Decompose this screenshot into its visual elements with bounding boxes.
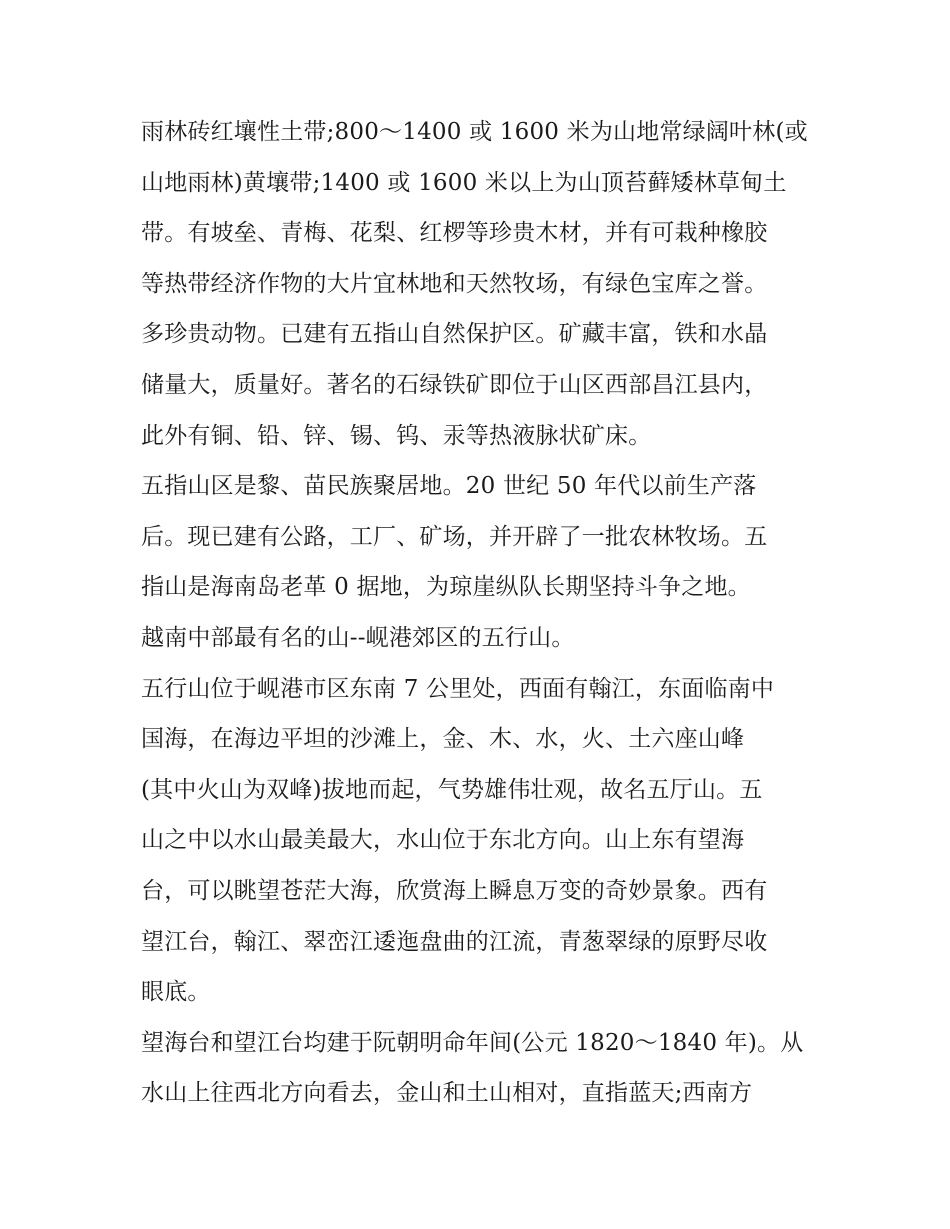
text-line: 指山是海南岛老革 0 据地，为琼崖纵队长期坚持斗争之地。 [141,574,751,601]
text-line: 雨林砖红壤性土带;800～1400 或 1600 米为山地常绿阔叶林(或 [141,119,808,145]
text-line: 带。有坡垒、青梅、花梨、红椤等珍贵木材，并有可栽种橡胶 [141,220,768,247]
text-line: 多珍贵动物。已建有五指山自然保护区。矿藏丰富，铁和水晶 [141,321,768,348]
text-line: 眼底。 [141,979,211,1006]
text-line: 等热带经济作物的大片宜林地和天然牧场，有绿色宝库之誉。 [141,270,768,297]
text-line: (其中火山为双峰)拔地而起，气势雄伟壮观，故名五厅山。五 [141,776,763,803]
text-line: 五行山位于岘港市区东南 7 公里处，西面有翰江，东面临南中 [141,675,775,702]
body-text [141,107,831,1119]
text-line: 储量大，质量好。著名的石绿铁矿即位于山区西部昌江县内， [141,371,768,398]
text-line: 台，可以眺望苍茫大海，欣赏海上瞬息万变的奇妙景象。西有 [141,877,768,904]
text-line: 国海，在海边平坦的沙滩上，金、木、水，火、土六座山峰 [141,726,745,753]
text-line: 五指山区是黎、苗民族聚居地。20 世纪 50 年代以前生产落 [141,473,757,500]
text-line: 此外有铜、铅、锌、锡、钨、汞等热液脉状矿床。 [141,422,652,449]
text-line: 后。现已建有公路，工厂、矿场，并开辟了一批农林牧场。五 [141,523,768,550]
text-line: 望江台，翰江、翠峦江逶迤盘曲的江流，青葱翠绿的原野尽收 [141,928,768,955]
text-line: 越南中部最有名的山--岘港郊区的五行山。 [141,624,575,651]
text-line: 望海台和望江台均建于阮朝明命年间(公元 1820～1840 年)。从 [141,1029,804,1056]
text-line: 山地雨林)黄壤带;1400 或 1600 米以上为山顶苔藓矮林草甸土 [141,169,787,196]
text-line: 山之中以水山最美最大，水山位于东北方向。山上东有望海 [141,827,745,854]
text-line: 水山上往西北方向看去，金山和土山相对，直指蓝天;西南方 [141,1080,753,1107]
